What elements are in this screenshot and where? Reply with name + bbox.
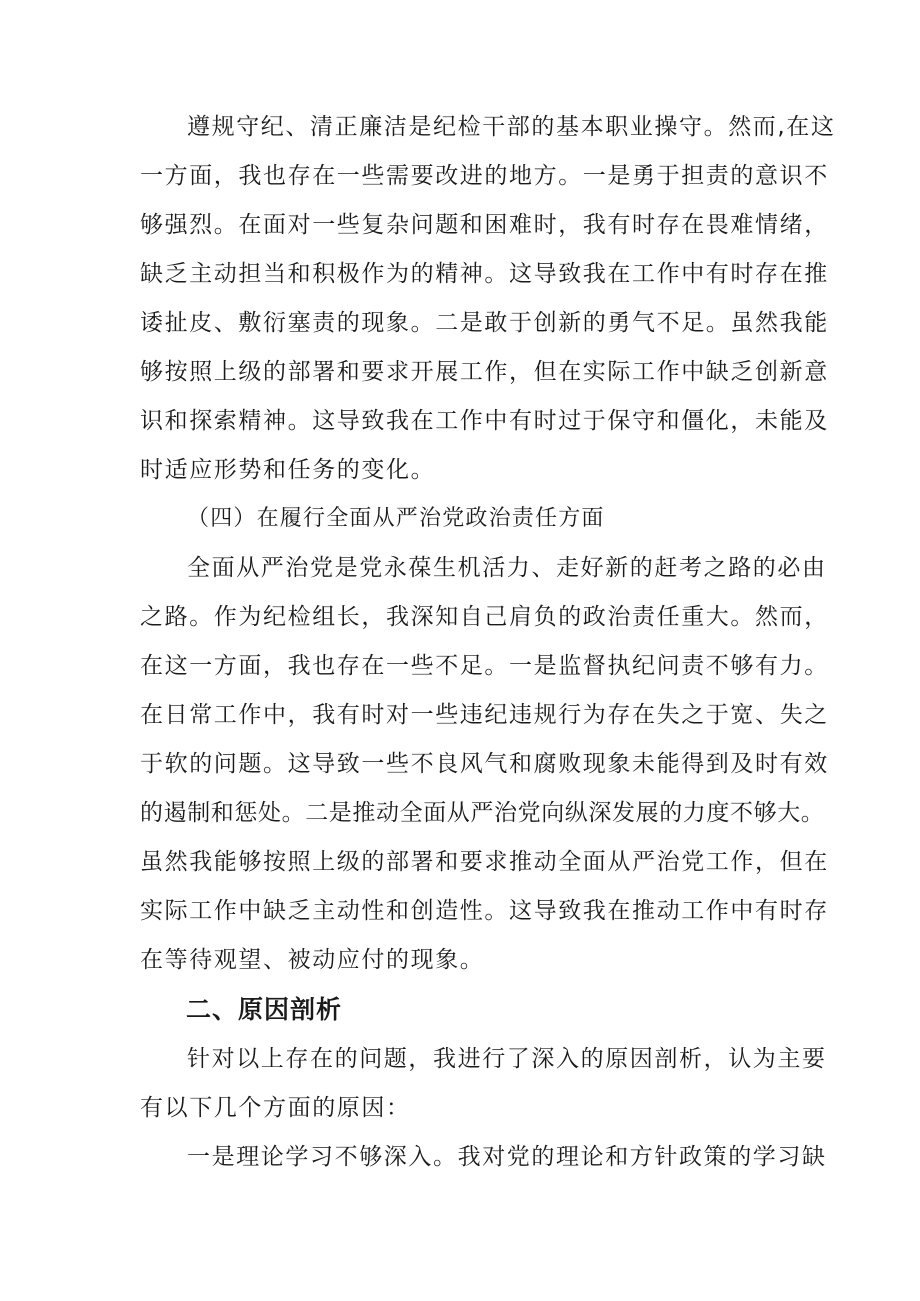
section-heading-2: 二、原因剖析 <box>186 995 343 1024</box>
paragraph-1-line-2: 一方面，我也存在一些需要改进的地方。一是勇于担责的意识不 <box>140 163 829 189</box>
paragraph-2-line-5: 于软的问题。这导致一些不良风气和腐败现象未能得到及时有效 <box>140 751 829 777</box>
paragraph-2-line-4: 在日常工作中，我有时对一些违纪违规行为存在失之于宽、失之 <box>140 702 829 728</box>
paragraph-2-line-8: 实际工作中缺乏主动性和创造性。这导致我在推动工作中有时存 <box>140 898 829 924</box>
paragraph-1-line-6: 够按照上级的部署和要求开展工作，但在实际工作中缺乏创新意 <box>140 359 829 385</box>
paragraph-2-line-3: 在这一方面，我也存在一些不足。一是监督执纪问责不够有力。 <box>140 653 829 679</box>
paragraph-4-line-1: 一是理论学习不够深入。我对党的理论和方针政策的学习缺 <box>187 1144 827 1170</box>
paragraph-2-line-7: 虽然我能够按照上级的部署和要求推动全面从严治党工作，但在 <box>140 849 829 875</box>
paragraph-1-line-3: 够强烈。在面对一些复杂问题和困难时，我有时存在畏难情绪， <box>140 212 829 238</box>
paragraph-1-line-7: 识和探索精神。这导致我在工作中有时过于保守和僵化，未能及 <box>140 408 829 434</box>
paragraph-3-line-2: 有以下几个方面的原因： <box>140 1095 411 1121</box>
paragraph-1-line-1: 遵规守纪、清正廉洁是纪检干部的基本职业操守。然而,在这 <box>187 114 836 140</box>
paragraph-1-line-5: 诿扯皮、敷衍塞责的现象。二是敢于创新的勇气不足。虽然我能 <box>140 310 829 336</box>
paragraph-1-line-4: 缺乏主动担当和积极作为的精神。这导致我在工作中有时存在推 <box>140 261 829 287</box>
paragraph-2-line-6: 的遏制和惩处。二是推动全面从严治党向纵深发展的力度不够大。 <box>140 800 825 826</box>
paragraph-1-line-8: 时适应形势和任务的变化。 <box>140 457 436 483</box>
paragraph-3-line-1: 针对以上存在的问题，我进行了深入的原因剖析，认为主要 <box>187 1046 827 1072</box>
paragraph-2-line-2: 之路。作为纪检组长，我深知自己肩负的政治责任重大。然而， <box>140 604 829 630</box>
paragraph-2-line-1: 全面从严治党是党永葆生机活力、走好新的赶考之路的必由 <box>187 555 827 581</box>
paragraph-2-line-9: 在等待观望、被动应付的现象。 <box>140 947 485 973</box>
subheading-4: （四）在履行全面从严治党政治责任方面 <box>187 506 605 531</box>
